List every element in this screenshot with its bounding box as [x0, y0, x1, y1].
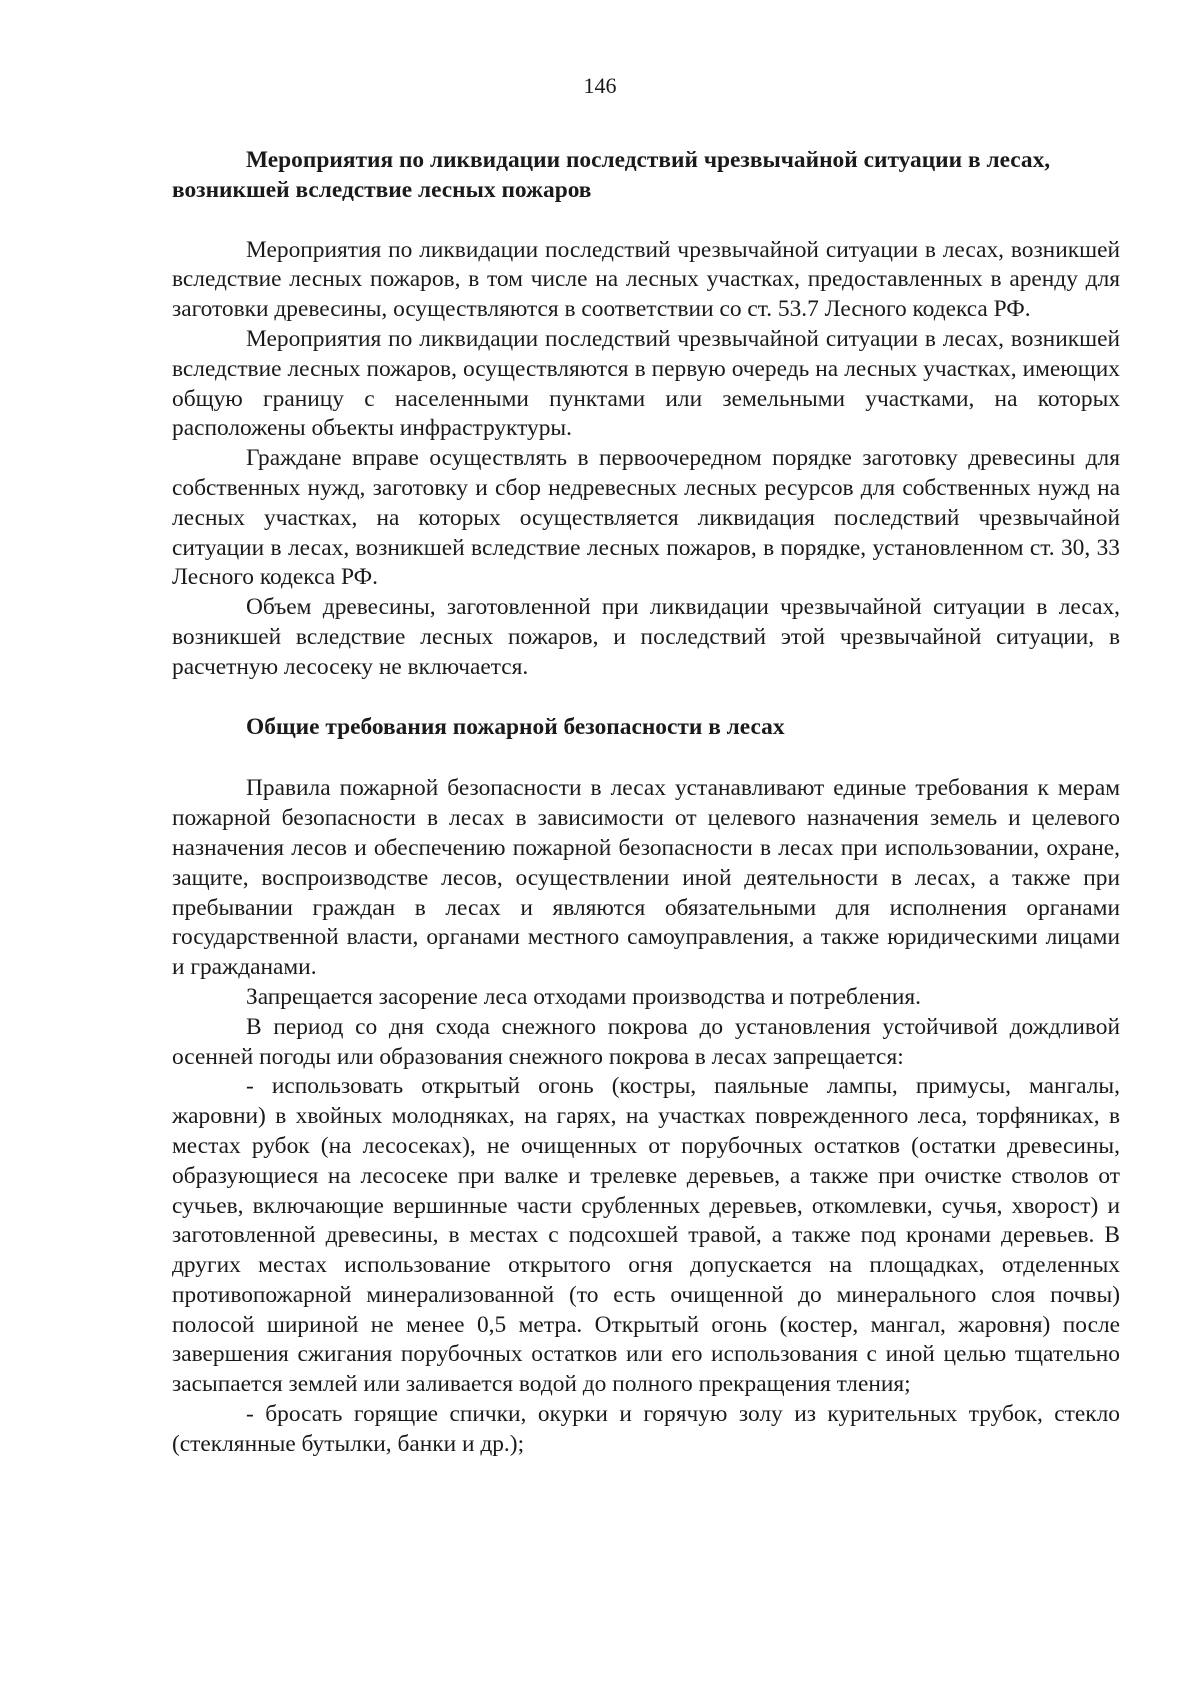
- page-number: 146: [583, 73, 617, 98]
- list-item: - использовать открытый огонь (костры, паяльные лампы, примусы, мангалы, жаровни) в хвойных молодняках, на гарях, на участках поврежденного леса, торфяниках, в местах рубок (на лесосеках), не очищенных от порубочных остатков (остатки древесины, образующиеся на лесосеке при валке и трелевке деревьев, а также при очистке стволов от сучьев, включающие вершинные части срубленных деревьев, откомлевки, сучья, хворост) и заготовленной древесины, в местах с подсохшей травой, а также под кронами деревьев. В других местах использование открытого огня допускается на площадках, отделенных противопожарной минерализованной (то есть очищенной до минерального слоя почвы) полосой шириной не менее 0,5 метра. Открытый огонь (костер, мангал, жаровня) после завершения сжигания порубочных остатков или его использования с иной целью тщательно засыпается землей или заливается водой до полного прекращения тления;: [172, 1073, 1120, 1398]
- section-heading: Общие требования пожарной безопасности в лесах: [246, 713, 785, 740]
- paragraph: Мероприятия по ликвидации последствий чрезвычайной ситуации в лесах, возникшей вследствие лесных пожаров, осуществляются в первую очередь на лесных участках, имеющих общую границу с населенными пунктами или земельными участками, на которых расположены объекты инфраструктуры.: [172, 325, 1120, 442]
- paragraph: Запрещается засорение леса отходами производства и потребления.: [246, 983, 922, 1010]
- paragraph: Мероприятия по ликвидации последствий чрезвычайной ситуации в лесах, возникшей вследствие лесных пожаров, в том числе на лесных участках, предоставленных в аренду для заготовки древесины, осуществляются в соответствии со ст. 53.7 Лесного кодекса РФ.: [172, 236, 1120, 323]
- paragraph: Правила пожарной безопасности в лесах устанавливают единые требования к мерам пожарной безопасности в лесах в зависимости от целевого назначения земель и целевого назначения лесов и обеспечению пожарной безопасности в лесах при использовании, охране, защите, воспроизводстве лесов, осуществлении иной деятельности в лесах, а также при пребывании граждан в лесах и являются обязательными для исполнения органами государственной власти, органами местного самоуправления, а также юридическими лицами и гражданами.: [172, 775, 1120, 981]
- list-item: - бросать горящие спички, окурки и горячую золу из курительных трубок, стекло (стеклянные бутылки, банки и др.);: [172, 1401, 1120, 1457]
- paragraph: В период со дня схода снежного покрова до установления устойчивой дождливой осенней погоды или образования снежного покрова в лесах запрещается:: [172, 1013, 1120, 1070]
- document-body: [172, 146, 1120, 1460]
- paragraph: Объем древесины, заготовленной при ликвидации чрезвычайной ситуации в лесах, возникшей вследствие лесных пожаров, и последствий этой чрезвычайной ситуации, в расчетную лесосеку не включается.: [172, 594, 1120, 680]
- section-heading: Мероприятия по ликвидации последствий чрезвычайной ситуации в лесах, возникшей вследствие лесных пожаров: [172, 147, 1051, 203]
- paragraph: Граждане вправе осуществлять в первоочередном порядке заготовку древесины для собственных нужд, заготовку и сбор недревесных лесных ресурсов для собственных нужд на лесных участках, на которых осуществляется ликвидация последствий чрезвычайной ситуации в лесах, возникшей вследствие лесных пожаров, в порядке, установленном ст. 30, 33 Лесного кодекса РФ.: [172, 445, 1120, 591]
